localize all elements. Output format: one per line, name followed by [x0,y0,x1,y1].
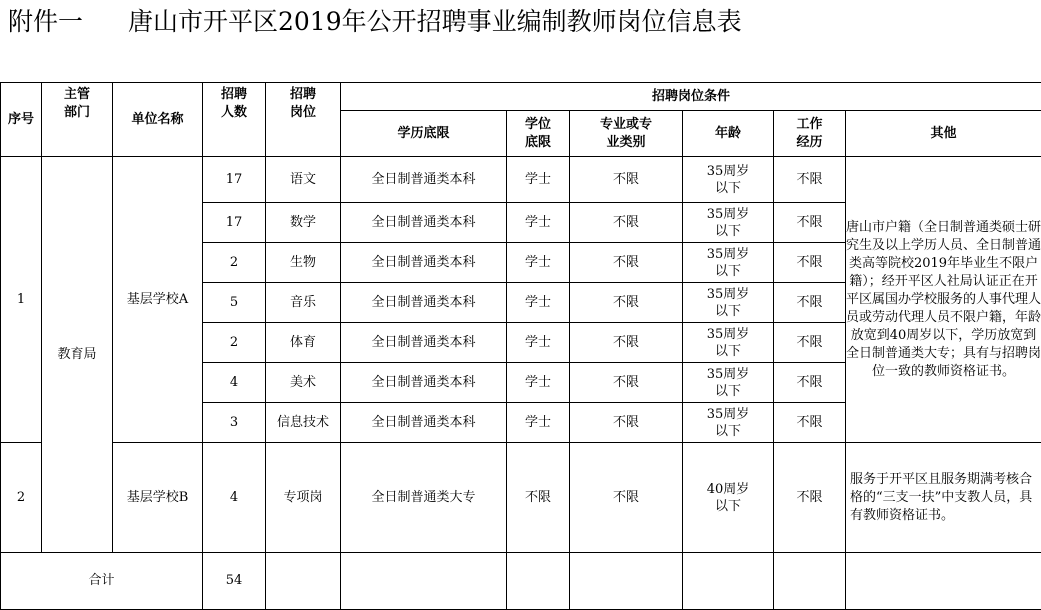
count-cell: 2 [203,323,266,363]
post-cell: 专项岗 [266,443,341,553]
header-count: 招聘 人数 [203,83,266,157]
education-cell: 全日制普通类本科 [341,323,507,363]
degree-cell: 不限 [507,443,570,553]
post-cell: 数学 [266,203,341,243]
work-cell: 不限 [774,363,846,403]
post-cell: 美术 [266,363,341,403]
major-cell: 不限 [570,363,683,403]
header-unit: 单位名称 [113,83,203,157]
education-cell: 全日制普通类本科 [341,243,507,283]
work-cell: 不限 [774,157,846,203]
unit-cell: 基层学校B [113,443,203,553]
work-cell: 不限 [774,403,846,443]
degree-cell: 学士 [507,403,570,443]
major-cell: 不限 [570,443,683,553]
empty-cell [683,553,774,610]
degree-cell: 学士 [507,283,570,323]
count-cell: 17 [203,203,266,243]
age-cell: 35周岁 以下 [683,363,774,403]
seq-cell: 1 [1,157,42,443]
empty-cell [507,553,570,610]
count-cell: 4 [203,363,266,403]
empty-cell [846,553,1041,610]
header-dept: 主管 部门 [42,83,113,157]
education-cell: 全日制普通类本科 [341,403,507,443]
count-cell: 4 [203,443,266,553]
work-cell: 不限 [774,283,846,323]
header-post: 招聘 岗位 [266,83,341,157]
empty-cell [266,553,341,610]
major-cell: 不限 [570,243,683,283]
age-cell: 35周岁 以下 [683,323,774,363]
header-conditions: 招聘岗位条件 [341,83,1041,111]
post-cell: 语文 [266,157,341,203]
education-cell: 全日制普通类本科 [341,157,507,203]
education-cell: 全日制普通类大专 [341,443,507,553]
header-major: 专业或专 业类别 [570,111,683,157]
degree-cell: 学士 [507,363,570,403]
major-cell: 不限 [570,283,683,323]
age-cell: 35周岁 以下 [683,403,774,443]
age-cell: 35周岁 以下 [683,243,774,283]
document-title [0,0,1041,82]
unit-cell: 基层学校A [113,157,203,443]
header-age: 年龄 [683,111,774,157]
other-note: 唐山市户籍（全日制普通类硕士研究生及以上学历人员、全日制普通类高等院校2019年毕业生不限户籍）；经开平区人社局认证正在开平区属国办学校服务的人事代理人员或劳动代理人员不限户籍，年龄放宽到40周岁以下，学历放宽到全日制普通类大专；具有与招聘岗位一致的教师资格证书。 [846,157,1041,443]
count-cell: 2 [203,243,266,283]
dept-cell: 教育局 [42,157,113,553]
age-cell: 35周岁 以下 [683,203,774,243]
empty-cell [341,553,507,610]
post-cell: 信息技术 [266,403,341,443]
age-cell: 35周岁 以下 [683,157,774,203]
post-cell: 体育 [266,323,341,363]
education-cell: 全日制普通类本科 [341,283,507,323]
work-cell: 不限 [774,203,846,243]
empty-cell [774,553,846,610]
other-note: 服务于开平区且服务期满考核合格的“三支一扶”中支教人员，具有教师资格证书。 [846,443,1041,553]
attachment-label: 附件一 [8,7,84,36]
degree-cell: 学士 [507,243,570,283]
major-cell: 不限 [570,203,683,243]
post-cell: 生物 [266,243,341,283]
major-cell: 不限 [570,157,683,203]
age-cell: 35周岁 以下 [683,283,774,323]
total-value: 54 [203,553,266,610]
header-seq: 序号 [1,83,42,157]
count-cell: 5 [203,283,266,323]
age-cell: 40周岁 以下 [683,443,774,553]
education-cell: 全日制普通类本科 [341,363,507,403]
header-degree: 学位 底限 [507,111,570,157]
header-other: 其他 [846,111,1041,157]
seq-cell: 2 [1,443,42,553]
count-cell: 17 [203,157,266,203]
recruitment-table [0,82,1041,610]
degree-cell: 学士 [507,157,570,203]
post-cell: 音乐 [266,283,341,323]
table-title: 唐山市开平区2019年公开招聘事业编制教师岗位信息表 [128,7,742,36]
major-cell: 不限 [570,323,683,363]
major-cell: 不限 [570,403,683,443]
total-row [1,553,1041,610]
header-work: 工作 经历 [774,111,846,157]
empty-cell [570,553,683,610]
count-cell: 3 [203,403,266,443]
work-cell: 不限 [774,323,846,363]
header-education: 学历底限 [341,111,507,157]
total-label: 合计 [1,553,203,610]
work-cell: 不限 [774,243,846,283]
work-cell: 不限 [774,443,846,553]
table-row [1,443,1041,553]
table-row [1,157,1041,203]
degree-cell: 学士 [507,203,570,243]
education-cell: 全日制普通类本科 [341,203,507,243]
degree-cell: 学士 [507,323,570,363]
